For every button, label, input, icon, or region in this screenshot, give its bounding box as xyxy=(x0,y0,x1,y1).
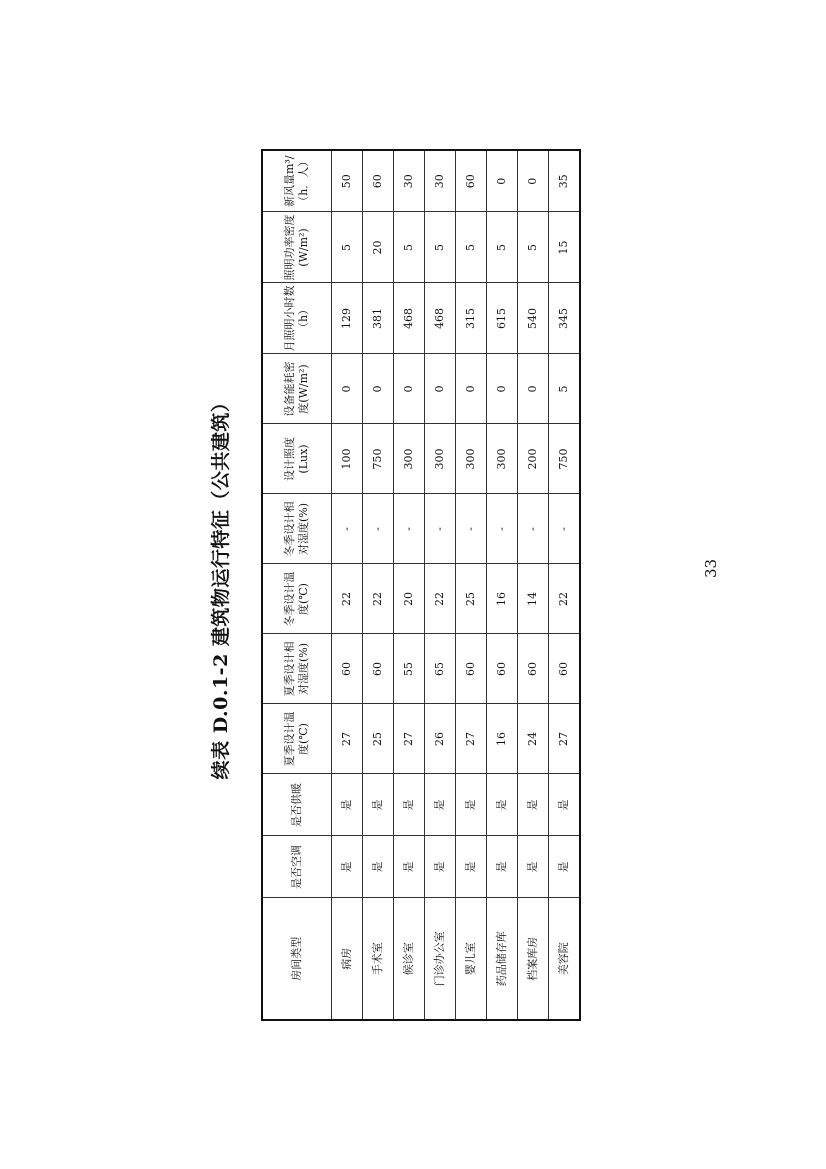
table-cell: 24 xyxy=(518,704,549,774)
table-cell: 15 xyxy=(549,212,581,283)
header-lighting-power-density: 照明功率密度(W/m²) xyxy=(262,212,332,283)
table-cell: - xyxy=(425,494,456,564)
table-cell: 是 xyxy=(363,774,394,836)
header-winter-humidity: 冬季设计相对湿度(%) xyxy=(262,494,332,564)
table-cell: 615 xyxy=(487,283,518,354)
table-cell: 是 xyxy=(332,774,363,836)
table-cell: 是 xyxy=(394,836,425,898)
header-heating: 是否供暖 xyxy=(262,774,332,836)
table-cell: 55 xyxy=(394,634,425,704)
table-cell: 468 xyxy=(425,283,456,354)
table-cell: - xyxy=(363,494,394,564)
table-cell: 5 xyxy=(394,212,425,283)
table-cell: 540 xyxy=(518,283,549,354)
table-row xyxy=(332,150,363,1020)
table-row xyxy=(425,150,456,1020)
table-row xyxy=(456,150,487,1020)
room-type-cell: 婴儿室 xyxy=(456,898,487,1020)
table-cell: 0 xyxy=(425,354,456,424)
table-cell: 是 xyxy=(518,774,549,836)
table-cell: 200 xyxy=(518,424,549,494)
header-design-illuminance: 设计照度(Lux) xyxy=(262,424,332,494)
table-cell: 750 xyxy=(549,424,581,494)
table-cell: 300 xyxy=(487,424,518,494)
table-row xyxy=(518,150,549,1020)
table-cell: 27 xyxy=(456,704,487,774)
table-cell: 381 xyxy=(363,283,394,354)
table-cell: 5 xyxy=(549,354,581,424)
table-cell: 60 xyxy=(456,150,487,212)
table-cell: 0 xyxy=(518,150,549,212)
landscape-content xyxy=(208,151,628,1021)
table-cell: 是 xyxy=(394,774,425,836)
table-cell: 65 xyxy=(425,634,456,704)
table-cell: 是 xyxy=(332,836,363,898)
table-cell: 60 xyxy=(363,150,394,212)
table-cell: 60 xyxy=(363,634,394,704)
table-cell: 16 xyxy=(487,704,518,774)
table-cell: 16 xyxy=(487,564,518,634)
table-cell: 是 xyxy=(549,774,581,836)
table-cell: 300 xyxy=(394,424,425,494)
table-cell: 750 xyxy=(363,424,394,494)
table-cell: 是 xyxy=(425,836,456,898)
table-cell: 0 xyxy=(487,150,518,212)
table-row xyxy=(363,150,394,1020)
table-cell: 20 xyxy=(363,212,394,283)
table-cell: - xyxy=(394,494,425,564)
table-cell: 30 xyxy=(394,150,425,212)
table-cell: 0 xyxy=(487,354,518,424)
table-cell: 0 xyxy=(363,354,394,424)
table-cell: - xyxy=(518,494,549,564)
table-cell: 5 xyxy=(456,212,487,283)
table-cell: 60 xyxy=(456,634,487,704)
table-cell: 129 xyxy=(332,283,363,354)
table-cell: 468 xyxy=(394,283,425,354)
table-cell: 是 xyxy=(518,836,549,898)
header-monthly-lighting-hours: 月照明小时数（h） xyxy=(262,283,332,354)
table-cell: 300 xyxy=(425,424,456,494)
table-cell: 300 xyxy=(456,424,487,494)
table-cell: 14 xyxy=(518,564,549,634)
table-cell: 22 xyxy=(425,564,456,634)
table-cell: 20 xyxy=(394,564,425,634)
header-summer-humidity: 夏季设计相对湿度(%) xyxy=(262,634,332,704)
table-cell: 60 xyxy=(487,634,518,704)
table-cell: 26 xyxy=(425,704,456,774)
room-type-cell: 药品储存库 xyxy=(487,898,518,1020)
table-cell: 100 xyxy=(332,424,363,494)
header-fresh-air-volume: 新风量m³/（h．人） xyxy=(262,150,332,212)
table-cell: 27 xyxy=(332,704,363,774)
table-cell: 是 xyxy=(549,836,581,898)
room-type-cell: 门诊办公室 xyxy=(425,898,456,1020)
table-cell: 315 xyxy=(456,283,487,354)
table-cell: 27 xyxy=(549,704,581,774)
table-cell: 60 xyxy=(549,634,581,704)
table-cell: 27 xyxy=(394,704,425,774)
table-cell: 22 xyxy=(332,564,363,634)
table-row xyxy=(549,150,581,1020)
table-cell: 25 xyxy=(363,704,394,774)
header-row xyxy=(262,150,332,1020)
table-cell: - xyxy=(332,494,363,564)
table-cell: 60 xyxy=(332,634,363,704)
table-cell: 5 xyxy=(332,212,363,283)
header-summer-temperature: 夏季设计温度(℃) xyxy=(262,704,332,774)
table-cell: - xyxy=(456,494,487,564)
table-cell: 0 xyxy=(518,354,549,424)
room-type-cell: 档案库房 xyxy=(518,898,549,1020)
table-cell: 5 xyxy=(518,212,549,283)
header-air-conditioning: 是否空调 xyxy=(262,836,332,898)
table-row xyxy=(487,150,518,1020)
table-cell: 30 xyxy=(425,150,456,212)
table-cell: 345 xyxy=(549,283,581,354)
table-cell: 是 xyxy=(363,836,394,898)
header-room-type: 房间类型 xyxy=(262,898,332,1020)
table-cell: - xyxy=(549,494,581,564)
table-cell: 是 xyxy=(487,836,518,898)
table-cell: 0 xyxy=(394,354,425,424)
header-winter-temperature: 冬季设计温度(℃) xyxy=(262,564,332,634)
table-cell: 50 xyxy=(332,150,363,212)
operating-characteristics-table xyxy=(261,149,581,1021)
header-equipment-density: 设备能耗密度(W/m²) xyxy=(262,354,332,424)
table-title: 续表 D.0.1-2 建筑物运行特征（公共建筑） xyxy=(210,392,232,780)
table-cell: 是 xyxy=(456,774,487,836)
table-cell: 是 xyxy=(487,774,518,836)
table-cell: 22 xyxy=(549,564,581,634)
table-cell: 25 xyxy=(456,564,487,634)
table-cell: - xyxy=(487,494,518,564)
room-type-cell: 美容院 xyxy=(549,898,581,1020)
table-cell: 是 xyxy=(425,774,456,836)
table-cell: 5 xyxy=(425,212,456,283)
table-cell: 60 xyxy=(518,634,549,704)
room-type-cell: 手术室 xyxy=(363,898,394,1020)
room-type-cell: 候诊室 xyxy=(394,898,425,1020)
table-cell: 22 xyxy=(363,564,394,634)
table-cell: 0 xyxy=(332,354,363,424)
table-row xyxy=(394,150,425,1020)
page-number: 33 xyxy=(702,558,720,578)
table-cell: 0 xyxy=(456,354,487,424)
table-cell: 是 xyxy=(456,836,487,898)
table-cell: 5 xyxy=(487,212,518,283)
room-type-cell: 病房 xyxy=(332,898,363,1020)
table-cell: 35 xyxy=(549,150,581,212)
